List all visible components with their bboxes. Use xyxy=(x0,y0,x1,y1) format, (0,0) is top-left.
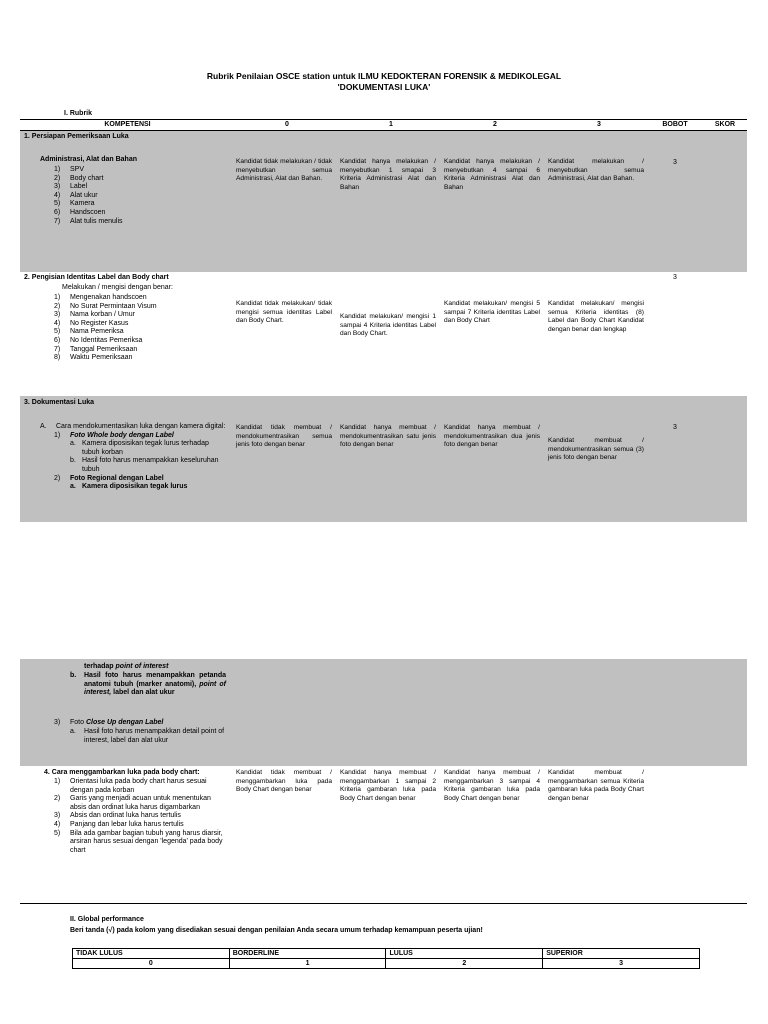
s3-item-3: 3) Foto Close Up dengan Label xyxy=(54,719,164,726)
s4-score-1-desc: Kandidat hanya membuat / menggambarkan 1 sampai 2 Kriteria gambaran luka pada Body Chart dengan benar xyxy=(340,769,436,802)
s3-score-1-desc: Kandidat hanya membuat / mendokumentrasikan satu jenis foto dengan benar xyxy=(340,424,436,449)
s4-score-0-desc: Kandidat tidak membuat / menggambarkan luka pada Body Chart dengan benar xyxy=(236,769,332,794)
global-label-borderline: BORDERLINE xyxy=(229,949,386,959)
s3-item-2: 2) Foto Regional dengan Label xyxy=(54,474,164,482)
s2-title: 2. Pengisian Identitas Label dan Body chart xyxy=(24,274,169,281)
s2-subtitle: Melakukan / mengisi dengan benar: xyxy=(62,284,173,291)
header-score-0: 0 xyxy=(285,121,289,128)
header-kompetensi: KOMPETENSI xyxy=(104,121,151,128)
s1-score-2-desc: Kandidat hanya melakukan / menyebutkan 4 sampai 6 Kriteria Administrasi Alat dan Bahan xyxy=(444,158,540,191)
list-item: 5) Nama Pemeriksa xyxy=(54,328,124,336)
s4-score-3-desc: Kandidat membuat / menggambarkan semua Kriteria gambaran luka pada Body Chart dengan benar xyxy=(548,769,644,802)
s4-title: 4. Cara menggambarkan luka pada body chart: xyxy=(44,769,200,776)
header-score-2: 2 xyxy=(493,121,497,128)
list-item: 7) Tanggal Pemeriksaan xyxy=(54,345,138,353)
global-label-lulus: LULUS xyxy=(386,949,543,959)
s4-item-list xyxy=(54,778,226,855)
global-label-tidak-lulus: TIDAK LULUS xyxy=(73,949,230,959)
list-item: 6) Handscoen xyxy=(54,208,106,216)
table-row xyxy=(73,949,700,959)
header-skor: SKOR xyxy=(714,121,736,128)
list-item: 6) No Identitas Pemeriksa xyxy=(54,336,143,344)
s3-score-2-desc: Kandidat hanya membuat / mendokumentrasikan dua jenis foto dengan benar xyxy=(444,424,540,449)
list-item: 2) Garis yang menjadi acuan untuk menentukan absis dan ordinat luka harus digambarkan xyxy=(54,795,211,811)
section-rubrik-label: I. Rubrik xyxy=(64,110,93,117)
list-item: 1) Orientasi luka pada body chart harus sesuai dengan pada korban xyxy=(54,778,207,794)
global-score-3[interactable]: 3 xyxy=(543,959,700,969)
s1-item-list xyxy=(54,166,234,226)
s3-title: 3. Dokumentasi Luka xyxy=(24,399,95,406)
list-item: 4) No Register Kasus xyxy=(54,319,129,327)
global-instruction: Beri tanda (√) pada kolom yang disediakan sesuai dengan penilaian Anda secara umum terhadap kemampuan peserta ujian! xyxy=(70,927,483,934)
global-score-1[interactable]: 1 xyxy=(229,959,386,969)
global-score-0[interactable]: 0 xyxy=(73,959,230,969)
s2-score-3-desc: Kandidat melakukan/ mengisi semua Kriteria identitas (8) Label dan Body Chart Kandidat dengan benar dan lengkap xyxy=(548,300,644,333)
list-item: 1) Mengenakan handscoen xyxy=(54,294,147,301)
s3-score-0-desc: Kandidat tidak membuat / mendokumentrasikan semua jenis foto dengan benar xyxy=(236,424,332,449)
s3-content xyxy=(40,423,226,492)
global-performance-table xyxy=(72,948,700,969)
s1-score-1-desc: Kandidat hanya melakukan / menyebutkan 1 smapai 3 Kriteria Administrasi Alat dan Bahan xyxy=(340,158,436,191)
s2-score-1-desc: Kandidat melakukan/ mengisi 1 sampai 4 Kriteria identitas Label dan Body Chart. xyxy=(340,313,436,338)
s3-bobot: 3 xyxy=(673,424,677,431)
list-item: 3) Nama korban / Umur xyxy=(54,311,135,319)
list-item: 1) SPV xyxy=(54,166,85,173)
s3-point-a: A. Cara mendokumentasikan luka dengan kamera digital: xyxy=(40,423,226,430)
header-bobot: BOBOT xyxy=(662,121,688,128)
s3-score-3-desc: Kandidat membuat / mendokumentrasikan semua (3) jenis foto dengan benar xyxy=(548,437,644,462)
document-subtitle: 'DOKUMENTASI LUKA' xyxy=(337,82,431,92)
list-item: 5) Kamera xyxy=(54,200,95,208)
s2-score-0-desc: Kandidat tidak melakukan/ tidak mengisi semua identitas Label dan Body Chart. xyxy=(236,300,332,325)
s1-subtitle: Administrasi, Alat dan Bahan xyxy=(40,156,137,163)
s1-bobot: 3 xyxy=(673,159,677,166)
s4-score-2-desc: Kandidat hanya membuat / menggambarkan 3 sampai 4 Kriteria gambaran luka pada Body Chart dengan benar xyxy=(444,769,540,802)
rubrik-bottom-rule xyxy=(20,903,747,904)
global-score-2[interactable]: 2 xyxy=(386,959,543,969)
s3-item-3a: a. Hasil foto harus menampakkan detail point of interest, label dan alat ukur xyxy=(70,728,225,744)
header-score-3: 3 xyxy=(597,121,601,128)
s2-bobot: 3 xyxy=(673,274,677,281)
global-label-superior: SUPERIOR xyxy=(543,949,700,959)
s2-item-list xyxy=(54,294,234,363)
s3-item-2a: a. Kamera diposisikan tegak lurus xyxy=(70,483,188,491)
s3-item-2b: b. Hasil foto harus menampakkan petanda anatomi tubuh (marker anatomi), point of interest, label dan alat ukur xyxy=(70,672,227,697)
s3-continued-line: terhadap point of interest xyxy=(84,663,169,670)
list-item: 5) Bila ada gambar bagian tubuh yang harus diarsir, arsiran harus sesuai dengan 'legenda' pada body chart xyxy=(54,829,223,854)
header-score-1: 1 xyxy=(389,121,393,128)
header-top-rule xyxy=(20,119,747,120)
s3-item-1a: a. Kamera diposisikan tegak lurus terhadap tubuh korban xyxy=(70,440,209,456)
list-item: 2) No Surat Permintaan Visum xyxy=(54,302,157,310)
s1-title: 1. Persiapan Pemeriksaan Luka xyxy=(24,133,129,140)
s3-item-1b: b. Hasil foto harus menampakkan keseluruhan tubuh xyxy=(70,457,219,473)
s3-item-1: 1) Foto Whole body dengan Label xyxy=(54,431,174,439)
list-item: 3) Label xyxy=(54,183,88,191)
list-item: 4) Panjang dan lebar luka harus tertulis xyxy=(54,820,184,828)
list-item: 8) Waktu Pemeriksaan xyxy=(54,354,133,362)
list-item: 7) Alat tulis menulis xyxy=(54,217,123,225)
list-item: 2) Body chart xyxy=(54,174,104,182)
list-item: 3) Absis dan ordinat luka harus tertulis xyxy=(54,812,181,820)
list-item: 4) Alat ukur xyxy=(54,191,98,199)
global-title: II. Global performance xyxy=(70,916,144,923)
table-row xyxy=(73,959,700,969)
s1-score-0-desc: Kandidat tidak melakukan / tidak menyebutkan semua Administrasi, Alat dan Bahan. xyxy=(236,158,332,183)
s1-score-3-desc: Kandidat melakukan / menyebutkan semua Administrasi, Alat dan Bahan. xyxy=(548,158,644,183)
document-title: Rubrik Penilaian OSCE station untuk ILMU KEDOKTERAN FORENSIK & MEDIKOLEGAL xyxy=(206,71,562,81)
s2-score-2-desc: Kandidat melakukan/ mengisi 5 sampai 7 Kriteria identitas Label dan Body Chart xyxy=(444,300,540,325)
